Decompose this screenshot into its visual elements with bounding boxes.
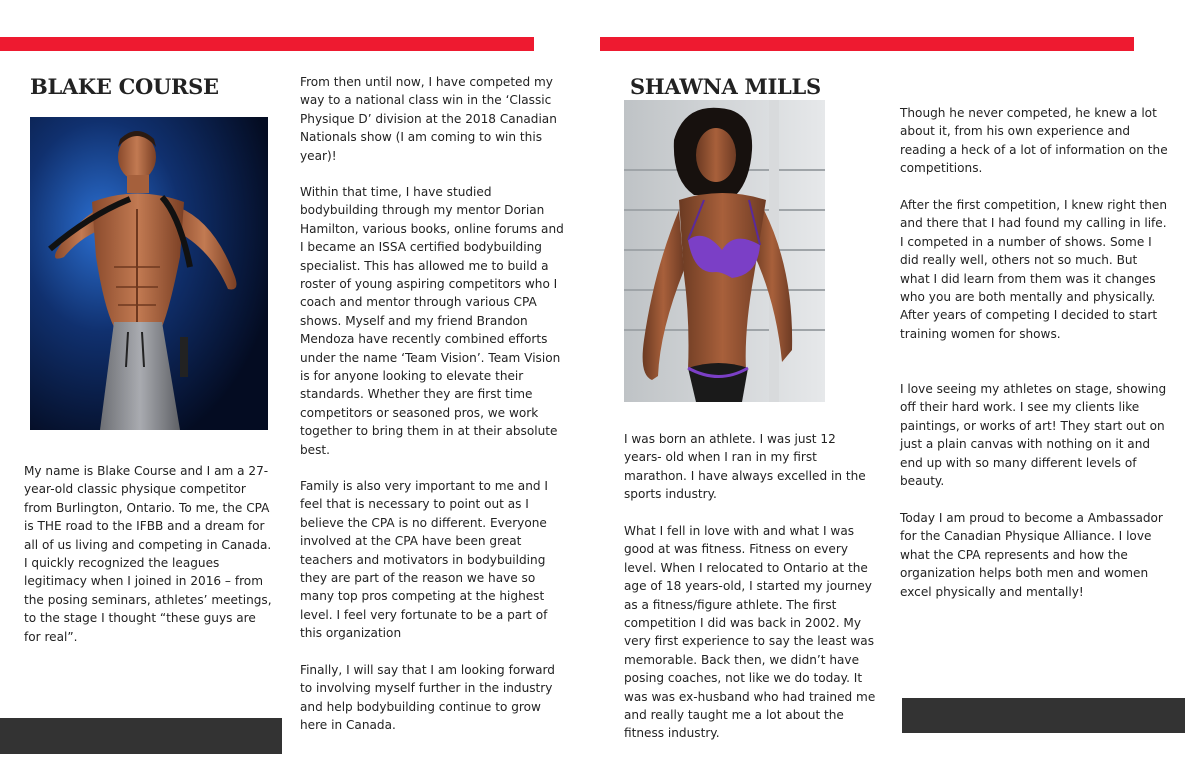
bodybuilder-photo — [30, 117, 268, 430]
blake-column-paragraph-2: Within that time, I have studied bodybuilding through my mentor Dorian Hamilton, various books, online forums and I became an ISSA certified bodybuilding specialist. This has allowed me to build a roster of young aspiring competitors who I coach and mentor through various CPA shows. Myself and my friend Brandon Mendoza have recently combined efforts under the name ‘Team Vision’. Team Vision is for anyone looking to elevate their standards. Whether they are first time competitors or seasoned pros, we work together to bring them in at their absolute best. — [300, 185, 564, 457]
athlete-name-shawna: SHAWNA MILLS — [630, 74, 821, 99]
shawna-column-paragraph-3: I love seeing my athletes on stage, showing off their hard work. I see my clients like paintings, or works of art! They start out on just a plain canvas with nothing on it and end up with so many different levels of beauty. — [900, 382, 1167, 489]
left-page-footer-bar — [0, 718, 282, 754]
athlete-name-blake: BLAKE COURSE — [30, 74, 219, 99]
shawna-intro-paragraph-1: I was born an athlete. I was just 12 years- old when I ran in my first marathon. I have always excelled in the sports industry. — [624, 432, 866, 502]
blake-intro-paragraph: My name is Blake Course and I am a 27-year-old classic physique competitor from Burlington, Ontario. To me, the CPA is THE road to the IFBB and a dream for all of us living and competing in Canada. I quickly recognized the leagues legitimacy when I joined in 2016 – from the posing seminars, athletes’ meetings, to the stage I thought “these guys are for real”. — [24, 464, 272, 644]
shawna-column-paragraph-1: Though he never competed, he knew a lot about it, from his own experience and reading a heck of a lot of information on the competitions. — [900, 106, 1168, 176]
blake-column-paragraph-4: Finally, I will say that I am looking forward to involving myself further in the industry and help bodybuilding continue to grow here in Canada. — [300, 663, 555, 733]
blake-column-paragraph-3: Family is also very important to me and I feel that is necessary to point out as I believe the CPA is no different. Everyone involved at the CPA have been great teachers and motivators in bodybuilding they are part of the reason we have so many top pros competing at the highest level. I feel very fortunate to be a part of this organization — [300, 479, 548, 641]
shawna-column-paragraph-2: After the first competition, I knew right then and there that I had found my calling in life. I competed in a number of shows. Some I did really well, others not so much. But what I did learn from them was it changes who you are both mentally and physically. After years of competing I decided to start training women for shows. — [900, 198, 1167, 341]
figure-athlete-photo — [624, 100, 825, 402]
blake-column-paragraph-1: From then until now, I have competed my way to a national class win in the ‘Classic Physique D’ division at the 2018 Canadian Nationals show (I am coming to win this year)! — [300, 75, 557, 163]
left-page-header-bar — [0, 37, 534, 51]
right-page-footer-bar — [902, 698, 1185, 733]
shawna-column-paragraph-4: Today I am proud to become a Ambassador for the Canadian Physique Alliance. I love what the CPA represents and how the organization helps both men and women excel physically and mentally! — [900, 511, 1163, 599]
shawna-intro-paragraph-2: What I fell in love with and what I was good at was fitness. Fitness on every level. When I relocated to Ontario at the age of 18 years-old, I started my journey as a fitness/figure athlete. The first competition I did was back in 2002. My very first experience to say the least was memorable. Back then, we didn’t have posing coaches, not like we do today. It was was ex-husband who had trained me and really taught me a lot about the fitness industry. — [624, 524, 876, 741]
right-page-header-bar — [600, 37, 1134, 51]
